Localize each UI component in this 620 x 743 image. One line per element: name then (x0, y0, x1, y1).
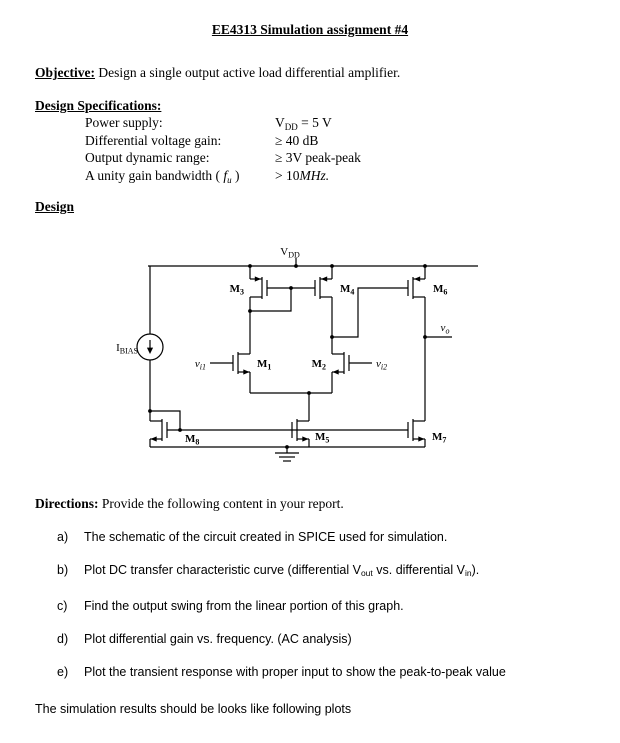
specs-table (35, 114, 585, 184)
item-marker: c) (57, 599, 68, 613)
item-text-part: vs. differential V (372, 563, 465, 577)
value-italic: MHz. (299, 167, 330, 183)
item-text: The schematic of the circuit created in SPICE used for simulation. (84, 530, 448, 544)
circuit-arrows-and-dots (147, 264, 427, 449)
design-heading: Design (35, 199, 75, 214)
value-text: = 5 V (297, 115, 332, 130)
m4-label: $M_4$ (340, 283, 355, 297)
nmos-arrow-m2 (333, 369, 339, 374)
pmos-arrow-m3 (255, 276, 261, 281)
spec-label (85, 167, 275, 185)
item-text: Find the output swing from the linear portion of this graph. (84, 599, 404, 613)
list-item-d (35, 632, 585, 647)
spec-label: Differential voltage gain: (85, 132, 222, 148)
m6-label: $M_6$ (433, 283, 448, 297)
item-text (84, 563, 479, 581)
spec-row-gain (35, 132, 585, 150)
value-subscript: DD (284, 122, 298, 132)
item-marker: a) (57, 530, 69, 544)
spec-value (275, 167, 329, 185)
circuit-labels (116, 246, 449, 447)
spec-row-bandwidth (35, 167, 585, 185)
vi2-label: $v_{i2}$ (376, 358, 388, 372)
pmos-arrow-m4 (321, 276, 327, 281)
spec-row-power-supply (35, 114, 585, 132)
label-italic: f (223, 167, 228, 183)
spec-value: ≥ 40 dB (275, 132, 319, 148)
circuit-diagram (100, 241, 500, 481)
vo-label: $v_o$ (440, 322, 450, 336)
item-text-part: Plot DC transfer characteristic curve (differential V (84, 563, 361, 577)
directions-paragraph (35, 495, 585, 512)
item-text-part: ). (471, 563, 480, 577)
spec-row-dynamic-range (35, 149, 585, 167)
directions-heading: Directions: (35, 496, 99, 511)
nmos-arrow-m7 (418, 436, 424, 441)
m8-label: $M_8$ (185, 433, 200, 447)
item-marker: e) (57, 665, 69, 679)
list-item-b (35, 563, 585, 581)
circuit-figure (100, 241, 585, 481)
pmos-arrow-m6 (414, 276, 420, 281)
directions-list (35, 530, 585, 680)
spec-label: Output dynamic range: (85, 150, 210, 165)
value-text: V (275, 115, 285, 130)
m3-label: $M_3$ (229, 283, 244, 297)
spec-label: Power supply: (85, 115, 163, 130)
current-source-arrow (147, 348, 153, 354)
vi1-label: $v_{i1}$ (194, 358, 206, 372)
label-subscript: u (227, 174, 232, 185)
list-item-c (35, 599, 585, 614)
vdd-label: $V_{DD}$ (280, 246, 300, 260)
nmos-arrow-m5 (302, 436, 308, 441)
list-item-e (35, 665, 585, 680)
objective-text: Design a single output active load differential amplifier. (98, 65, 401, 80)
list-item-a (35, 530, 585, 545)
page-title: EE4313 Simulation assignment #4 (211, 22, 409, 37)
ibias-label: $I_{BIAS}$ (116, 342, 138, 356)
objective-heading: Objective: (35, 65, 95, 80)
m5-label: $M_5$ (315, 431, 330, 445)
item-text: Plot differential gain vs. frequency. (AC analysis) (84, 632, 352, 646)
objective-paragraph (35, 64, 585, 81)
item-subscript: out (360, 568, 373, 578)
nmos-arrow-m8 (151, 436, 157, 441)
spec-value (275, 114, 332, 132)
spec-value: ≥ 3V peak-peak (275, 150, 361, 165)
item-text: Plot the transient response with proper input to show the peak-to-peak value (84, 665, 506, 679)
item-subscript: in (464, 568, 472, 578)
m1-label: $M_1$ (257, 358, 272, 372)
specs-heading: Design Specifications: (35, 98, 162, 113)
label-text: A unity gain bandwidth ( (85, 167, 224, 183)
nmos-arrow-m1 (243, 369, 249, 374)
m7-label: $M_7$ (432, 431, 447, 445)
label-text: ) (231, 167, 240, 183)
item-marker: b) (57, 563, 69, 577)
m2-label: $M_2$ (311, 358, 326, 372)
value-text: > 10 (275, 167, 300, 183)
directions-intro: Provide the following content in your report. (101, 496, 344, 511)
footer-note: The simulation results should be looks like following plots (35, 702, 352, 716)
item-marker: d) (57, 632, 69, 646)
circuit-wires (137, 258, 478, 461)
